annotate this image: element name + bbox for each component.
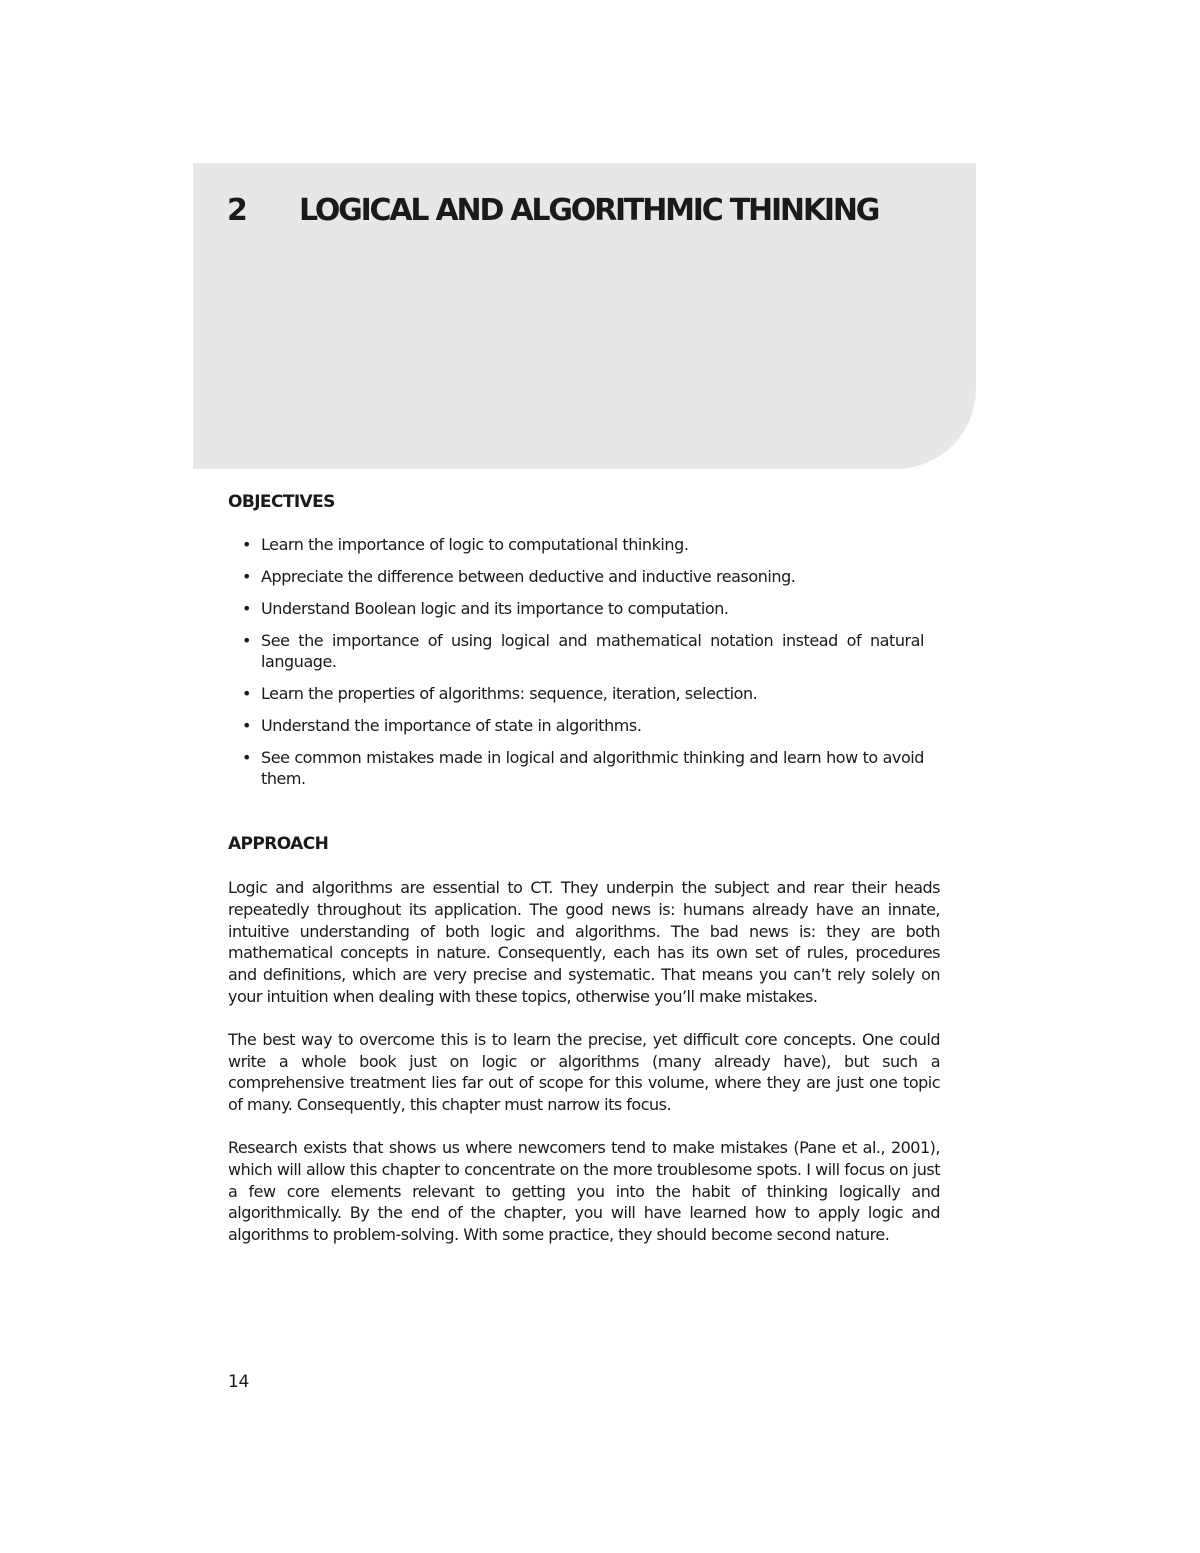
objective-item: • See common mistakes made in logical and algorithmic thinking and learn how to avoid them.: [242, 747, 924, 789]
objective-item: • Understand Boolean logic and its importance to computation.: [242, 598, 924, 619]
page-content: [228, 492, 940, 1267]
objective-item: • Appreciate the difference between deductive and inductive reasoning.: [242, 566, 924, 587]
objective-item: • See the importance of using logical and mathematical notation instead of natural language.: [242, 630, 924, 672]
approach-paragraph: Logic and algorithms are essential to CT. They underpin the subject and rear their heads repeatedly throughout its application. The good news is: humans already have an innate, intuitive understanding of both logic and algorithms. The bad news is: they are both mathematical concepts in nature. Consequently, each has its own set of rules, procedures and definitions, which are very precise and systematic. That means you can’t rely solely on your intuition when dealing with these topics, otherwise you’ll make mistakes.: [228, 878, 940, 1006]
chapter-banner: [193, 163, 976, 469]
chapter-number: 2: [227, 193, 247, 228]
chapter-title: LOGICAL AND ALGORITHMIC THINKING: [299, 193, 879, 228]
objective-item: • Learn the properties of algorithms: sequence, iteration, selection.: [242, 683, 924, 704]
approach-heading: APPROACH: [228, 834, 329, 854]
objectives-heading: OBJECTIVES: [228, 492, 335, 512]
objectives-list: [228, 534, 924, 789]
objective-item: • Understand the importance of state in algorithms.: [242, 715, 924, 736]
approach-paragraph: Research exists that shows us where newcomers tend to make mistakes (Pane et al., 2001), which will allow this chapter to concentrate on the more troublesome spots. I will focus on just a few core elements relevant to getting you into the habit of thinking logically and algorithmically. By the end of the chapter, you will have learned how to apply logic and algorithms to problem-solving. With some practice, they should become second nature.: [228, 1137, 940, 1245]
page-number: 14: [228, 1372, 250, 1392]
objective-item: • Learn the importance of logic to computational thinking.: [242, 534, 924, 555]
approach-paragraph: The best way to overcome this is to learn the precise, yet difficult core concepts. One could write a whole book just on logic or algorithms (many already have), but such a comprehensive treatment lies far out of scope for this volume, where they are just one topic of many. Consequently, this chapter must narrow its focus.: [228, 1029, 940, 1115]
approach-body: [228, 877, 940, 1246]
